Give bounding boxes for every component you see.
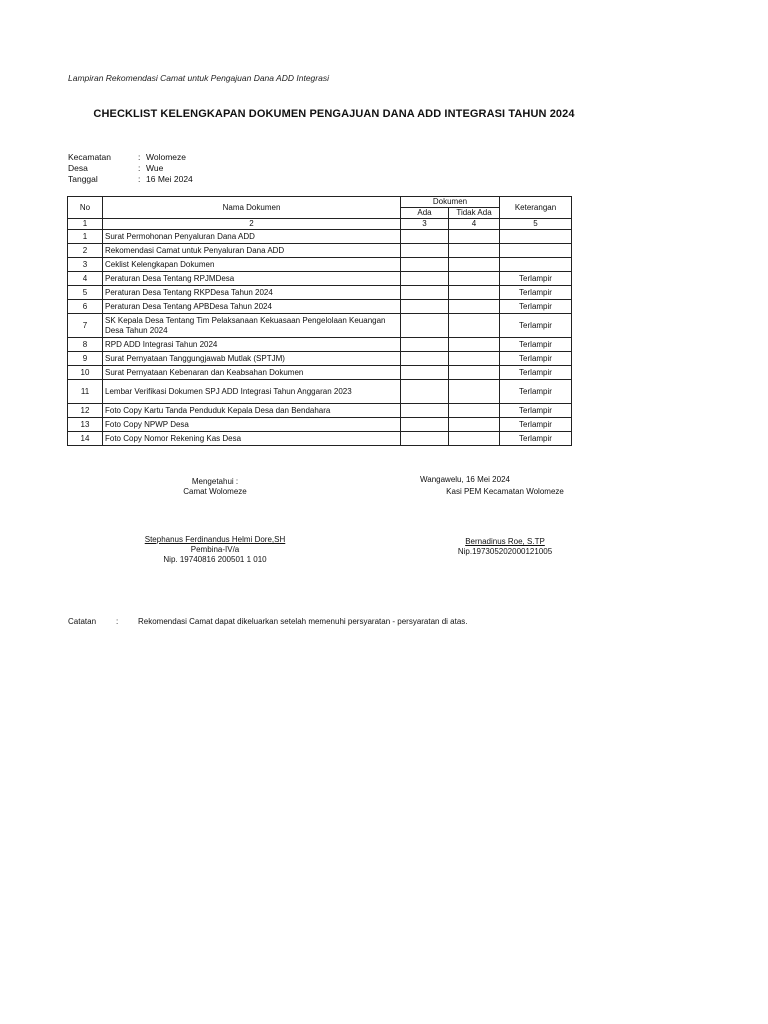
place-date: Wangawelu, 16 Mei 2024: [420, 475, 510, 484]
document-subtitle: Lampiran Rekomendasi Camat untuk Pengajuan Dana ADD Integrasi: [68, 73, 329, 83]
signature-left-block: [120, 535, 310, 565]
ada-cell: [401, 404, 449, 418]
document-name: Peraturan Desa Tentang RKPDesa Tahun 2024: [103, 286, 401, 300]
keterangan-cell: Terlampir: [500, 352, 572, 366]
checklist-table: [67, 196, 572, 446]
meta-tanggal: [68, 174, 193, 185]
tidak-ada-cell: [449, 314, 500, 338]
keterangan-cell: Terlampir: [500, 272, 572, 286]
kecamatan-value: Wolomeze: [146, 152, 186, 162]
document-name: Rekomendasi Camat untuk Penyaluran Dana ADD: [103, 244, 401, 258]
document-name: Surat Pernyataan Tanggungjawab Mutlak (SPTJM): [103, 352, 401, 366]
signer-right-name: Bernadinus Roe, S.TP: [465, 537, 545, 546]
ada-cell: [401, 272, 449, 286]
note: [68, 617, 468, 626]
tidak-ada-cell: [449, 404, 500, 418]
document-name: Surat Pernyataan Kebenaran dan Keabsahan Dokumen: [103, 366, 401, 380]
colon: :: [138, 163, 141, 173]
ada-cell: [401, 300, 449, 314]
row-number: 2: [68, 244, 103, 258]
table-row: [68, 300, 572, 314]
tidak-ada-cell: [449, 230, 500, 244]
table-row: [68, 272, 572, 286]
signature-left-header: [130, 477, 300, 497]
table-row: [68, 244, 572, 258]
keterangan-cell: [500, 258, 572, 272]
tidak-ada-cell: [449, 352, 500, 366]
table-row: [68, 314, 572, 338]
signer-right-nip: Nip.197305202000121005: [457, 547, 553, 556]
tidak-ada-cell: [449, 286, 500, 300]
tidak-ada-cell: [449, 432, 500, 446]
header-tidak-ada: Tidak Ada: [449, 208, 500, 219]
tidak-ada-cell: [449, 380, 500, 404]
document-name: SK Kepala Desa Tentang Tim Pelaksanaan Kekuasaan Pengelolaan Keuangan Desa Tahun 2024: [103, 314, 401, 338]
ada-cell: [401, 244, 449, 258]
col-number: 4: [449, 219, 500, 230]
note-colon: :: [116, 617, 119, 626]
row-number: 1: [68, 230, 103, 244]
document-name: Ceklist Kelengkapan Dokumen: [103, 258, 401, 272]
col-number: 5: [500, 219, 572, 230]
row-number: 4: [68, 272, 103, 286]
keterangan-cell: Terlampir: [500, 300, 572, 314]
keterangan-cell: [500, 244, 572, 258]
row-number: 8: [68, 338, 103, 352]
ada-cell: [401, 258, 449, 272]
table-row: [68, 432, 572, 446]
tidak-ada-cell: [449, 272, 500, 286]
ada-cell: [401, 230, 449, 244]
col-number: 3: [401, 219, 449, 230]
ada-cell: [401, 314, 449, 338]
header-nama-dokumen: Nama Dokumen: [103, 197, 401, 219]
keterangan-cell: Terlampir: [500, 366, 572, 380]
row-number: 5: [68, 286, 103, 300]
note-label: Catatan: [68, 617, 97, 626]
table-row: [68, 366, 572, 380]
row-number: 11: [68, 380, 103, 404]
meta-desa: [68, 163, 193, 174]
colon: :: [138, 152, 141, 162]
document-name: RPD ADD Integrasi Tahun 2024: [103, 338, 401, 352]
tidak-ada-cell: [449, 338, 500, 352]
camat-title: Camat Wolomeze: [183, 487, 247, 496]
tidak-ada-cell: [449, 258, 500, 272]
col-number: 1: [68, 219, 103, 230]
keterangan-cell: [500, 230, 572, 244]
table-row: [68, 380, 572, 404]
table-row: [68, 230, 572, 244]
document-name: Surat Permohonan Penyaluran Dana ADD: [103, 230, 401, 244]
col-number: 2: [103, 219, 401, 230]
document-name: Lembar Verifikasi Dokumen SPJ ADD Integrasi Tahun Anggaran 2023: [103, 380, 401, 404]
document-name: Peraturan Desa Tentang APBDesa Tahun 2024: [103, 300, 401, 314]
document-name: Foto Copy Nomor Rekening Kas Desa: [103, 432, 401, 446]
kecamatan-label: Kecamatan: [68, 152, 111, 162]
tidak-ada-cell: [449, 418, 500, 432]
tidak-ada-cell: [449, 300, 500, 314]
header-keterangan: Keterangan: [500, 197, 572, 219]
row-number: 10: [68, 366, 103, 380]
table-row: [68, 404, 572, 418]
table-row: [68, 286, 572, 300]
signer-left-name: Stephanus Ferdinandus Helmi Dore,SH: [144, 535, 286, 544]
row-number: 13: [68, 418, 103, 432]
document-name: Foto Copy Kartu Tanda Penduduk Kepala Desa dan Bendahara: [103, 404, 401, 418]
ada-cell: [401, 418, 449, 432]
keterangan-cell: Terlampir: [500, 432, 572, 446]
note-text: Rekomendasi Camat dapat dikeluarkan setelah memenuhi persyaratan - persyaratan di atas.: [138, 617, 468, 626]
row-number: 9: [68, 352, 103, 366]
ada-cell: [401, 366, 449, 380]
table-row: [68, 338, 572, 352]
ada-cell: [401, 380, 449, 404]
ada-cell: [401, 432, 449, 446]
document-meta: [68, 152, 193, 185]
signature-right-block: [430, 537, 580, 557]
signer-right-role: Kasi PEM Kecamatan Wolomeze: [446, 487, 564, 496]
signer-left-rank: Pembina-IV/a: [190, 545, 240, 554]
table-row: [68, 352, 572, 366]
row-number: 14: [68, 432, 103, 446]
ada-cell: [401, 352, 449, 366]
meta-kecamatan: [68, 152, 193, 163]
table-row: [68, 258, 572, 272]
tanggal-value: 16 Mei 2024: [146, 174, 193, 184]
document-title: CHECKLIST KELENGKAPAN DOKUMEN PENGAJUAN DANA ADD INTEGRASI TAHUN 2024: [93, 108, 575, 120]
header-dokumen: Dokumen: [401, 197, 500, 208]
row-number: 6: [68, 300, 103, 314]
keterangan-cell: Terlampir: [500, 314, 572, 338]
tanggal-label: Tanggal: [68, 174, 98, 184]
row-number: 7: [68, 314, 103, 338]
tidak-ada-cell: [449, 366, 500, 380]
table-row: [68, 418, 572, 432]
keterangan-cell: Terlampir: [500, 338, 572, 352]
keterangan-cell: Terlampir: [500, 418, 572, 432]
tidak-ada-cell: [449, 244, 500, 258]
desa-label: Desa: [68, 163, 88, 173]
row-number: 3: [68, 258, 103, 272]
ada-cell: [401, 338, 449, 352]
desa-value: Wue: [146, 163, 164, 173]
colon: :: [138, 174, 141, 184]
document-name: Foto Copy NPWP Desa: [103, 418, 401, 432]
keterangan-cell: Terlampir: [500, 404, 572, 418]
document-name: Peraturan Desa Tentang RPJMDesa: [103, 272, 401, 286]
row-number: 12: [68, 404, 103, 418]
header-ada: Ada: [401, 208, 449, 219]
signer-left-nip: Nip. 19740816 200501 1 010: [163, 555, 267, 564]
mengetahui-label: Mengetahui :: [191, 477, 239, 486]
header-no: No: [68, 197, 103, 219]
keterangan-cell: Terlampir: [500, 286, 572, 300]
ada-cell: [401, 286, 449, 300]
keterangan-cell: Terlampir: [500, 380, 572, 404]
